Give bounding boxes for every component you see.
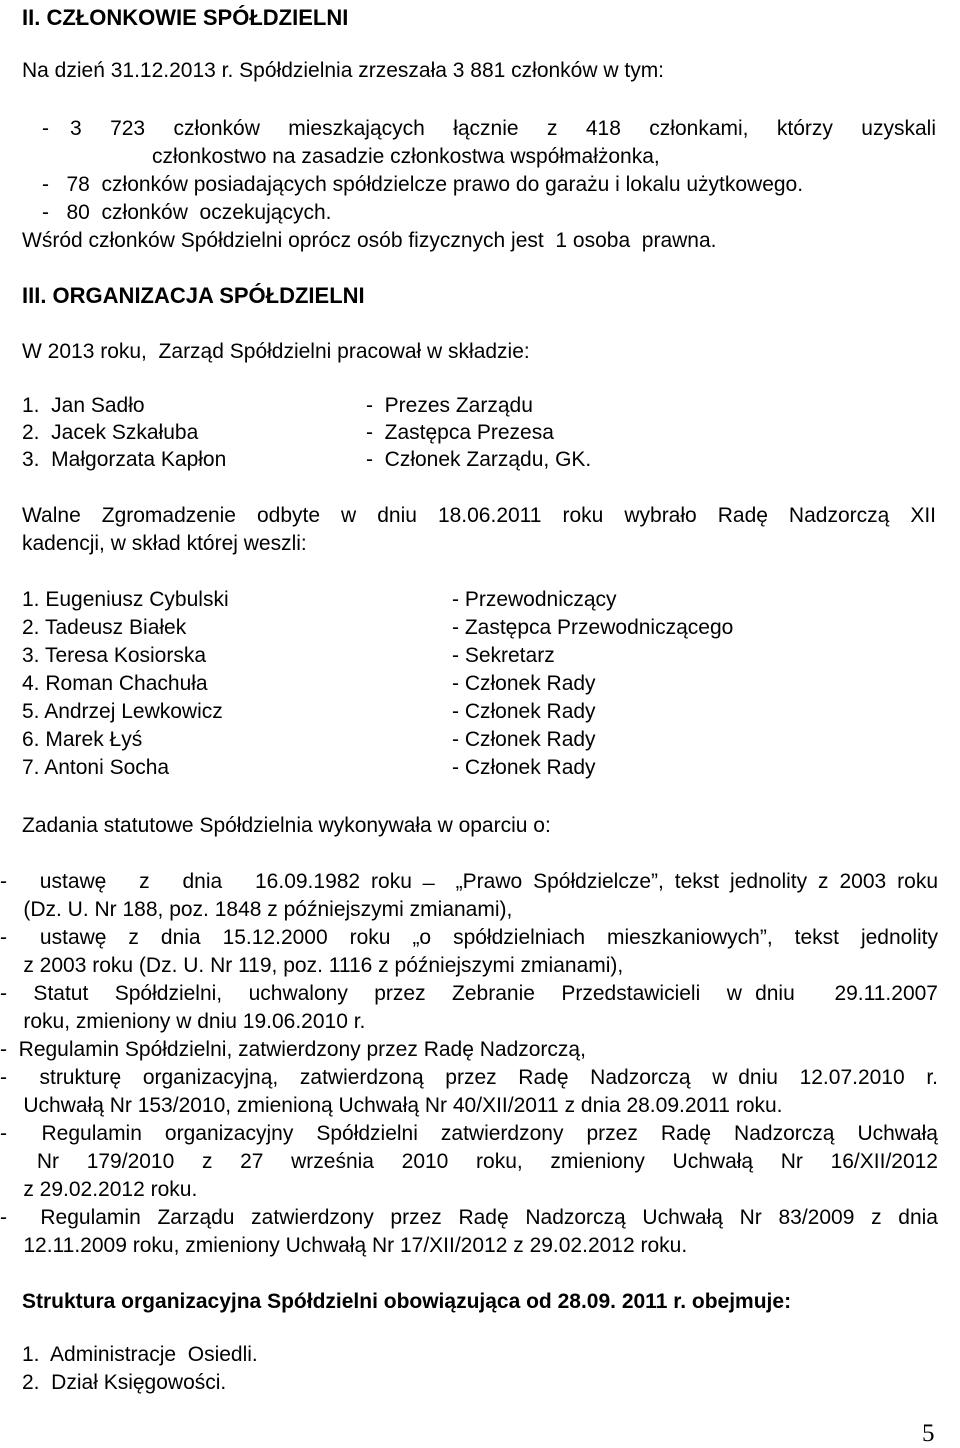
tasks-line: z 2003 roku (Dz. U. Nr 119, poz. 1116 z późniejszymi zmianami), xyxy=(0,954,624,977)
structure-item: 1. Administracje Osiedli. xyxy=(22,1343,258,1366)
council-member-name: 4. Roman Chachuła xyxy=(22,672,208,695)
members-bullet-1: 3 723 członków mieszkających łącznie z 418 członkami, którzy uzyskali xyxy=(70,117,936,140)
tasks-line: - Statut Spółdzielni, uchwalony przez Zebranie Przedstawicieli w dniu 29.11.2007 xyxy=(0,982,938,1005)
tasks-line: - Regulamin Spółdzielni, zatwierdzony przez Radę Nadzorczą, xyxy=(0,1038,586,1061)
section-2-heading: II. CZŁONKOWIE SPÓŁDZIELNI xyxy=(22,5,349,30)
council-member-role: - Zastępca Przewodniczącego xyxy=(452,616,734,639)
tasks-line: Nr 179/2010 z 27 września 2010 roku, zmieniony Uchwałą Nr 16/XII/2012 xyxy=(0,1150,938,1173)
council-intro-cont: kadencji, w skład której weszli: xyxy=(22,532,307,555)
board-member-name: 2. Jacek Szkałuba xyxy=(22,421,199,444)
council-member-role: - Sekretarz xyxy=(452,644,555,667)
tasks-line: Uchwałą Nr 153/2010, zmienioną Uchwałą Nr 40/XII/2011 z dnia 28.09.2011 roku. xyxy=(0,1094,783,1117)
tasks-line: - strukturę organizacyjną, zatwierdzoną przez Radę Nadzorczą w dniu 12.07.2010 r. xyxy=(0,1066,938,1089)
page-number: 5 xyxy=(922,1420,935,1447)
tasks-line: z 29.02.2012 roku. xyxy=(0,1178,198,1201)
members-bullet-3: - 80 członków oczekujących. xyxy=(42,201,332,224)
board-intro: W 2013 roku, Zarząd Spółdzielni pracował w składzie: xyxy=(22,340,530,363)
legal-persons-note: Wśród członków Spółdzielni oprócz osób fizycznych jest 1 osoba prawna. xyxy=(22,229,717,252)
board-member-name: 3. Małgorzata Kapłon xyxy=(22,448,227,471)
board-member-role: - Prezes Zarządu xyxy=(366,394,533,417)
council-member-name: 5. Andrzej Lewkowicz xyxy=(22,700,223,723)
members-bullet-1-cont: członkostwo na zasadzie członkostwa współmałżonka, xyxy=(152,145,660,168)
board-member-role: - Zastępca Prezesa xyxy=(366,421,554,444)
tasks-line: 12.11.2009 roku, zmieniony Uchwałą Nr 17/XII/2012 z 29.02.2012 roku. xyxy=(0,1234,688,1257)
board-member-name: 1. Jan Sadło xyxy=(22,394,145,417)
council-member-name: 7. Antoni Socha xyxy=(22,756,170,779)
board-member-role: - Członek Zarządu, GK. xyxy=(366,448,592,471)
members-intro: Na dzień 31.12.2013 r. Spółdzielnia zrzeszała 3 881 członków w tym: xyxy=(22,59,665,82)
council-member-role: - Członek Rady xyxy=(452,728,596,751)
council-member-name: 6. Marek Łyś xyxy=(22,728,143,751)
tasks-line: - ustawę z dnia 16.09.1982 roku ̶ „Prawo Spółdzielcze”, tekst jednolity z 2003 roku xyxy=(0,870,938,893)
tasks-line: (Dz. U. Nr 188, poz. 1848 z późniejszymi zmianami), xyxy=(0,898,513,921)
section-3-heading: III. ORGANIZACJA SPÓŁDZIELNI xyxy=(22,283,365,308)
council-member-role: - Przewodniczący xyxy=(452,588,617,611)
members-bullet-2: - 78 członków posiadających spółdzielcze prawo do garażu i lokalu użytkowego. xyxy=(42,173,804,196)
structure-heading: Struktura organizacyjna Spółdzielni obowiązująca od 28.09. 2011 r. obejmuje: xyxy=(22,1290,792,1313)
tasks-line: roku, zmieniony w dniu 19.06.2010 r. xyxy=(0,1010,366,1033)
tasks-line: - Regulamin organizacyjny Spółdzielni zatwierdzony przez Radę Nadzorczą Uchwałą xyxy=(0,1122,938,1145)
council-member-role: - Członek Rady xyxy=(452,700,596,723)
council-member-role: - Członek Rady xyxy=(452,672,596,695)
council-member-role: - Członek Rady xyxy=(452,756,596,779)
council-member-name: 1. Eugeniusz Cybulski xyxy=(22,588,229,611)
council-intro: Walne Zgromadzenie odbyte w dniu 18.06.2011 roku wybrało Radę Nadzorczą XII xyxy=(22,504,936,527)
bullet-dash: - xyxy=(42,117,49,140)
tasks-line: - Regulamin Zarządu zatwierdzony przez Radę Nadzorczą Uchwałą Nr 83/2009 z dnia xyxy=(0,1206,938,1229)
tasks-line: - ustawę z dnia 15.12.2000 roku „o spółdzielniach mieszkaniowych”, tekst jednolity xyxy=(0,926,938,949)
structure-item: 2. Dział Księgowości. xyxy=(22,1371,227,1394)
council-member-name: 2. Tadeusz Białek xyxy=(22,616,187,639)
tasks-intro: Zadania statutowe Spółdzielnia wykonywała w oparciu o: xyxy=(22,814,551,837)
council-member-name: 3. Teresa Kosiorska xyxy=(22,644,207,667)
